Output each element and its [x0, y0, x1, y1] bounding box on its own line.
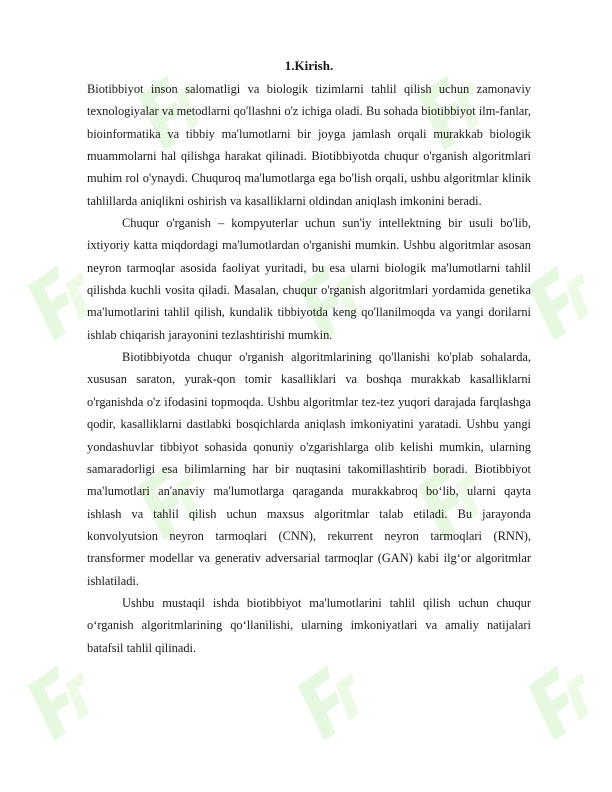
watermark-mark [20, 656, 105, 741]
watermark-mark [290, 656, 375, 741]
watermark-mark [520, 656, 605, 741]
paragraph-4: Ushbu mustaqil ishda biotibbiyot ma'lumotlarini tahlil qilish uchun chuqur o‘rganish algoritmlarining qo‘llanilishi, ularning imkoniyatlari va amaliy natijalari batafsil tahlil qilinadi. [87, 595, 531, 655]
paragraph-1: Biotibbiyot inson salomatligi va biologik tizimlarni tahlil qilish uchun zamonaviy texnologiyalar va metodlarni qo'llashni o'z ichiga oladi. Bu sohada biotibbiyot ilm-fanlar, bioinformatika va tibbiy ma'lumotlarni bir joyga jamlash orqali murakkab biologik muammolarni hal qilishga harakat qilinadi. Biotibbiyotda chuqur o'rganish algoritmlari muhim rol o'ynaydi. Chuquroq ma'lumotlarga ega bo'lish orqali, ushbu algoritmlar klinik tahlillarda aniqlikni oshirish va kasalliklarni oldindan aniqlash imkonini beradi. [87, 82, 531, 208]
document-title: 1.Kirish. [284, 58, 334, 73]
paragraph-3: Biotibbiyotda chuqur o'rganish algoritmlarining qo'llanishi ko'plab sohalarda, xususan saraton, yurak-qon tomir kasalliklari va boshqa murakkab kasalliklarni o'rganishda o'z ifodasini topmoqda. Ushbu algoritmlar tez-tez yuqori darajada farqlashga qodir, kasalliklarni dastlabki bosqichlarda aniqlash imkoniyatini yaratadi. Ushbu yangi yondashuvlar tibbiyot sohasida qonuniy o'zgarishlarga olib kelishi mumkin, ularning samaradorligi esa bilimlarning har bir nuqtasini takomillashtirib boradi. Biotibbiyot ma'lumotlari an'anaviy ma'lumotlarga qaraganda murakkabroq bo‘lib, ularni qayta ishlash va tahlil qilish uchun maxsus algoritmlar talab etiladi. Bu jarayonda konvolyutsion neyron tarmoqlari (CNN), rekurrent neyron tarmoqlari (RNN), transformer modellar va generativ adversarial tarmoqlar (GAN) kabi ilg‘or algoritmlar ishlatiladi. [87, 350, 531, 588]
paragraph-2: Chuqur o'rganish – kompyuterlar uchun sun'iy intellektning bir usuli bo'lib, ixtiyoriy katta miqdordagi ma'lumotlardan o'rganishi mumkin. Ushbu algoritmlar asosan neyron tarmoqlar asosida faoliyat yuritadi, bu esa ularni biologik ma'lumotlarni tahlil qilishda kuchli vosita qiladi. Masalan, chuqur o'rganish algoritmlari yordamida genetika ma'lumotlarini tahlil qilish, kundalik tibbiyotda keng qo'llanilmoqda va yangi dorilarni ishlab chiqarish jarayonini tezlashtirishi mumkin. [87, 216, 531, 342]
document-body [87, 55, 531, 659]
watermark-mark [520, 256, 605, 341]
